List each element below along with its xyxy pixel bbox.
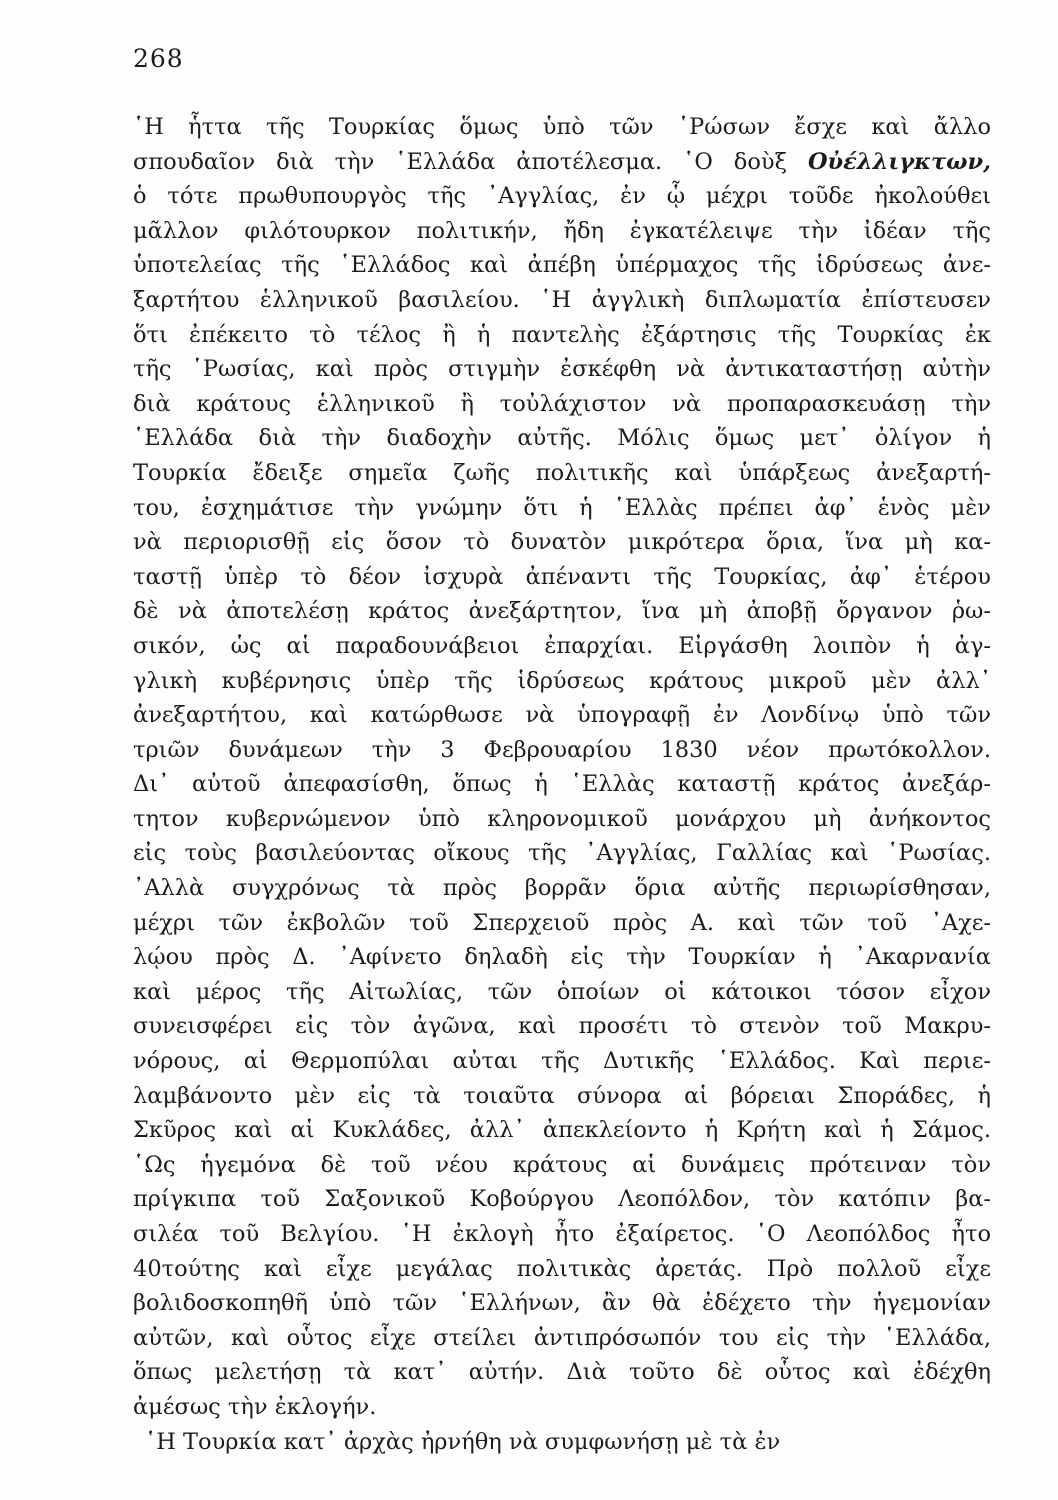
- text-line: σιλέα τοῦ Βελγίου. ῾Η ἐκλογὴ ἦτο ἐξαίρετος. ῾Ο Λεοπόλδος ἦτο: [133, 1221, 991, 1247]
- page-number: 268: [133, 44, 184, 73]
- text-line: ὑποτελείας τῆς ῾Ελλάδος καὶ ἀπέβη ὑπέρμαχος τῆς ἱδρύσεως ἀνε-: [133, 252, 991, 279]
- text-line: ἀνεξαρτήτου, καὶ κατώρθωσε νὰ ὑπογραφῇ ἐν Λονδίνῳ ὑπὸ τῶν: [133, 702, 991, 729]
- text-line: γλικὴ κυβέρνησις ὑπὲρ τῆς ἱδρύσεως κράτους μικροῦ μὲν ἀλλ᾿: [133, 667, 991, 694]
- text-line: λαμβάνοντο μὲν εἰς τὰ τοιαῦτα σύνορα αἱ βόρειαι Σποράδες, ἡ: [133, 1082, 991, 1109]
- text-line: βολιδοσκοπηθῆ ὑπὸ τῶν ῾Ελλήνων, ἂν θὰ ἐδέχετο τὴν ἡγεμονίαν: [133, 1290, 991, 1317]
- text-line: διὰ κράτους ἑλληνικοῦ ἢ τοὐλάχιστον νὰ προπαρασκευάσῃ τὴν: [133, 390, 991, 417]
- text-line: μέχρι τῶν ἐκβολῶν τοῦ Σπερχειοῦ πρὸς Α. καὶ τῶν τοῦ ᾿Αχε-: [133, 909, 991, 936]
- text-line: νὰ περιορισθῇ εἰς ὅσον τὸ δυνατὸν μικρότερα ὅρια, ἵνα μὴ κα-: [133, 529, 991, 556]
- text-line: καὶ μέρος τῆς Αἰτωλίας, τῶν ὁποίων οἱ κάτοικοι τόσον εἶχον: [133, 978, 991, 1005]
- text-line: πρίγκιπα τοῦ Σαξονικοῦ Κοβούργου Λεοπόλδον, τὸν κατόπιν βα-: [133, 1186, 991, 1213]
- emphasized-name: Οὐέλλιγκτων,: [807, 148, 991, 175]
- text-line: τῆς ῾Ρωσίας, καὶ πρὸς στιγμὴν ἐσκέφθη νὰ ἀντικαταστήσῃ αὐτὴν: [133, 356, 991, 383]
- text-segment: σπουδαῖον διὰ τὴν ῾Ελλάδα ἀποτέλεσμα. ῾Ο δοὺξ: [133, 148, 808, 175]
- text-line: ᾿Αλλὰ συγχρόνως τὰ πρὸς βορρᾶν ὅρια αὐτῆς περιωρίσθησαν,: [133, 875, 991, 902]
- text-line: Τουρκία ἔδειξε σημεῖα ζωῆς πολιτικῆς καὶ ὑπάρξεως ἀνεξαρτή-: [133, 459, 991, 486]
- text-line: αὐτῶν, καὶ οὗτος εἶχε στείλει ἀντιπρόσωπόν του εἰς τὴν ῾Ελλάδα,: [133, 1324, 991, 1351]
- text-line: μᾶλλον φιλότουρκον πολιτικήν, ἤδη ἐγκατέλειψε τὴν ἰδέαν τῆς: [133, 217, 991, 244]
- text-line: συνεισφέρει εἰς τὸν ἀγῶνα, καὶ προσέτι τὸ στενὸν τοῦ Μακρυ-: [133, 1013, 991, 1040]
- text-line: ὅπως μελετήσῃ τὰ κατ᾿ αὐτήν. Διὰ τοῦτο δὲ οὗτος καὶ ἐδέχθη: [133, 1359, 991, 1386]
- text-line: ταστῇ ὑπὲρ τὸ δέον ἰσχυρὰ ἀπέναντι τῆς Τουρκίας, ἀφ᾿ ἑτέρου: [133, 563, 991, 590]
- text-line: ῾Η ἧττα τῆς Τουρκίας ὅμως ὑπὸ τῶν ῾Ρώσων ἔσχε καὶ ἄλλο: [133, 114, 991, 140]
- text-line: 40τούτης καὶ εἶχε μεγάλας πολιτικὰς ἀρετάς. Πρὸ πολλοῦ εἶχε: [133, 1255, 991, 1282]
- text-line: δὲ νὰ ἀποτελέσῃ κράτος ἀνεξάρτητον, ἵνα μὴ ἀποβῇ ὄργανον ῥω-: [133, 598, 991, 625]
- text-line: ῾Ελλάδα διὰ τὴν διαδοχὴν αὐτῆς. Μόλις ὅμως μετ᾿ ὀλίγον ἡ: [133, 425, 991, 452]
- text-line: του, ἐσχημάτισε τὴν γνώμην ὅτι ἡ ῾Ελλὰς πρέπει ἀφ᾿ ἑνὸς μὲν: [133, 494, 991, 521]
- text-line: εἰς τοὺς βασιλεύοντας οἴκους τῆς ᾿Αγγλίας, Γαλλίας καὶ ῾Ρωσίας.: [133, 840, 991, 867]
- text-line: λῴου πρὸς Δ. ᾿Αφίνετο δηλαδὴ εἰς τὴν Τουρκίαν ἡ ᾿Ακαρνανία: [133, 944, 991, 971]
- text-line: ἀμέσως τὴν ἐκλογήν.: [133, 1393, 377, 1420]
- text-line: ῾Ως ἡγεμόνα δὲ τοῦ νέου κράτους αἱ δυνάμεις πρότειναν τὸν: [133, 1151, 991, 1178]
- body-text: [133, 110, 991, 1459]
- text-line: Δι᾿ αὐτοῦ ἀπεφασίσθη, ὅπως ἡ ῾Ελλὰς καταστῇ κράτος ἀνεξάρ-: [133, 771, 991, 798]
- text-line: [133, 145, 991, 180]
- text-line: ὁ τότε πρωθυπουργὸς τῆς ᾿Αγγλίας, ἐν ᾧ μέχρι τοῦδε ἠκολούθει: [133, 183, 991, 210]
- text-line: νόρους, αἱ Θερμοπύλαι αὐται τῆς Δυτικῆς ῾Ελλάδος. Καὶ περιε-: [133, 1048, 991, 1075]
- text-line: τητον κυβερνώμενον ὑπὸ κληρονομικοῦ μονάρχου μὴ ἀνήκοντος: [133, 805, 991, 832]
- text-line: ὅτι ἐπέκειτο τὸ τέλος ἢ ἡ παντελὴς ἐξάρτησις τῆς Τουρκίας ἐκ: [133, 321, 991, 348]
- text-line: τριῶν δυνάμεων τὴν 3 Φεβρουαρίου 1830 νέον πρωτόκολλον.: [133, 736, 991, 763]
- text-line: Σκῦρος καὶ αἱ Κυκλάδες, ἀλλ᾿ ἀπεκλείοντο ἡ Κρήτη καὶ ἡ Σάμος.: [133, 1117, 991, 1144]
- text-line: ῾Η Τουρκία κατ᾿ ἀρχὰς ἠρνήθη νὰ συμφωνήσῃ μὲ τὰ ἐν: [145, 1428, 781, 1455]
- text-line: σικόν, ὡς αἱ παραδουνάβειοι ἐπαρχίαι. Εἰργάσθη λοιπὸν ἡ ἀγ-: [133, 632, 991, 659]
- text-line: ξαρτήτου ἑλληνικοῦ βασιλείου. ῾Η ἀγγλικὴ διπλωματία ἐπίστευσεν: [133, 286, 991, 313]
